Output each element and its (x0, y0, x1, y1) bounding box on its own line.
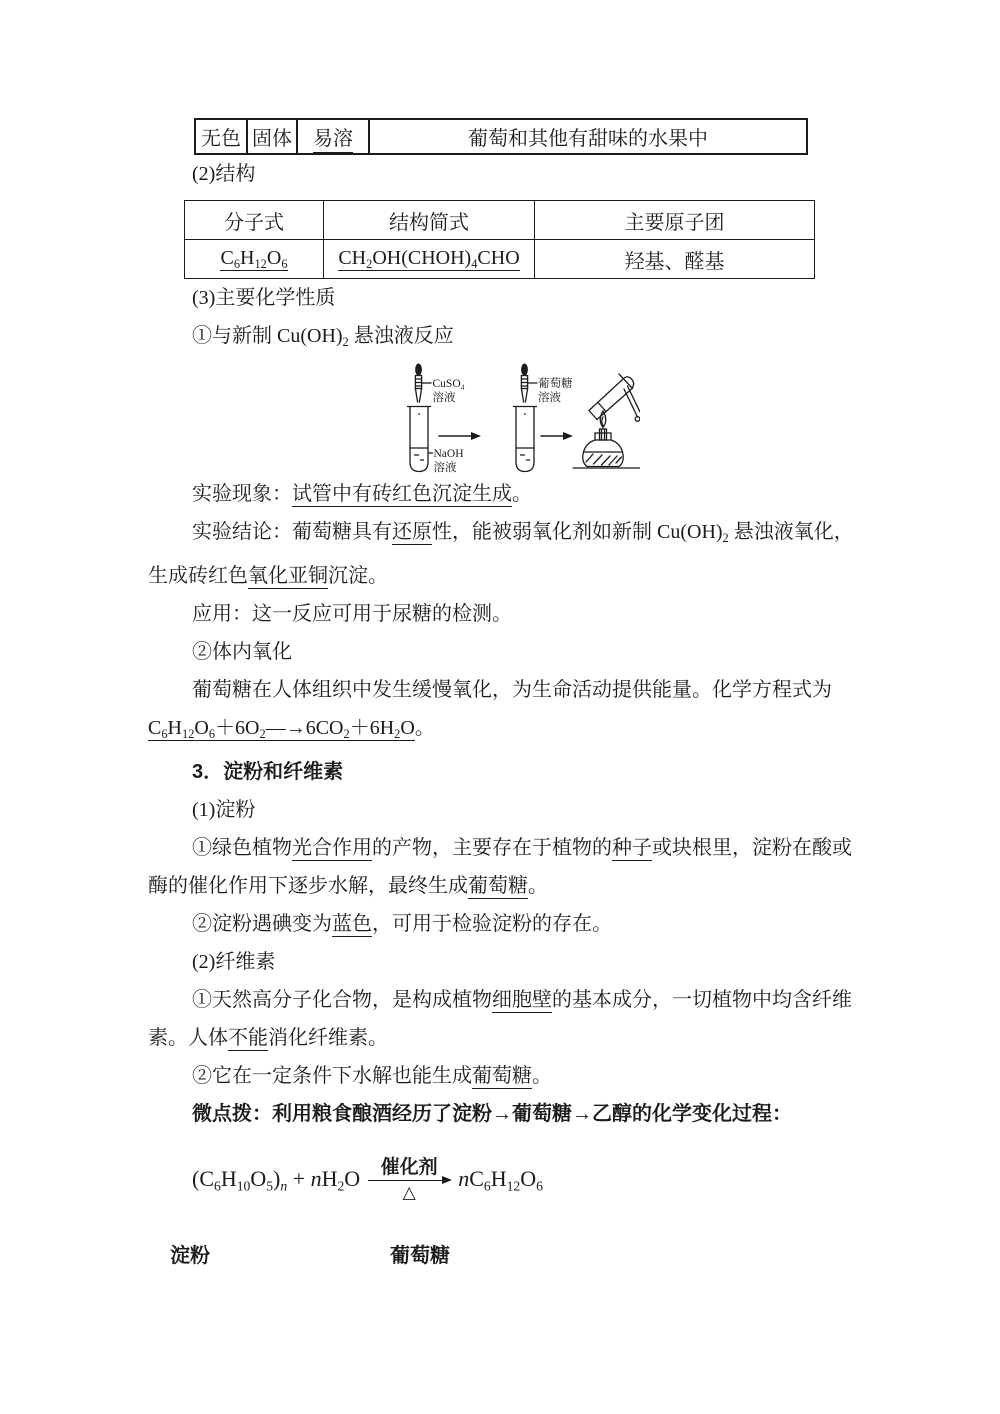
line-in-vivo-oxidation: 葡萄糖在人体组织中发生缓慢氧化，为生命活动提供能量。化学方程式为$C_6H_{12}O_6+6O_2―\to 6CO_2+6H_2O$。 (148, 678, 832, 741)
column-header-groups: 主要原子团 (535, 201, 815, 240)
heating-setup-icon (573, 374, 640, 468)
test-tube-2-icon (514, 406, 537, 471)
arrow-icon (541, 432, 573, 440)
cuso4-label: CuSO₄ (432, 377, 465, 390)
line-cellulose-2: ②它在一定条件下水解也能生成葡萄糖。 (148, 1057, 858, 1095)
solubility-table (194, 118, 808, 155)
cuso4-label-line2: 溶液 (432, 391, 456, 404)
heat-condition-label: △ (402, 1182, 416, 1202)
table-cell-groups: 羟基、醛基 (535, 240, 815, 279)
table-cell-state: 固体 (247, 119, 297, 154)
naoh-label: NaOH (433, 447, 464, 460)
line-iodine-test: ②淀粉遇碘变为蓝色，可用于检验淀粉的存在。 (148, 905, 858, 943)
table-cell-structural-formula: $CH_2OH(CHOH)_4CHO$ (324, 240, 535, 279)
table-row (185, 240, 815, 279)
equation-species-labels (148, 1239, 858, 1277)
table-cell-formula: $C_6H_{12}O_6$ (185, 240, 324, 279)
glucose-label-line2: 溶液 (538, 391, 561, 404)
column-header-structural-formula: 结构简式 (324, 201, 535, 240)
section-label-cellulose: (2)纤维素 (192, 950, 276, 973)
line-cuoh2-reaction: ①与新制 $Cu(OH)_2$ 悬浊液反应 (192, 325, 454, 349)
glucose-product-label: 葡萄糖 (390, 1244, 450, 1267)
line-in-vivo-oxidation-heading: ②体内氧化 (192, 640, 292, 663)
line-cellulose-1: ①天然高分子化合物，是构成植物细胞壁的基本成分，一切植物中均含纤维素。人体不能消化纤维素。 (148, 981, 858, 1057)
reaction-arrow-icon (368, 1180, 450, 1181)
tip-line: 微点拨：利用粮食酿酒经历了淀粉→葡萄糖→乙醇的化学变化过程： (192, 1102, 792, 1125)
equation-left: $(C_6H_{10}O_5)_n + nH_2O$ (192, 1165, 361, 1194)
column-header-formula: 分子式 (185, 201, 324, 240)
line-application: 应用：这一反应可用于尿糖的检测。 (192, 602, 512, 625)
line-experiment-conclusion: 实验结论：葡萄糖具有还原性，能被弱氧化剂如新制 $Cu(OH)_2$ 悬浊液氧化，生成砖红色氧化亚铜沉淀。 (148, 513, 858, 595)
test-tube-naoh-icon (408, 406, 431, 471)
line-experiment-phenomenon: 实验现象：试管中有砖红色沉淀生成。 (148, 475, 858, 513)
glucose-label: 葡萄糖 (538, 377, 573, 390)
line-photosynthesis: ①绿色植物光合作用的产物，主要存在于植物的种子或块根里，淀粉在酸或酶的催化作用下逐步水解，最终生成葡萄糖。 (148, 829, 858, 905)
table-cell-color: 无色 (195, 119, 247, 154)
reaction-arrow (368, 1157, 450, 1203)
section-label-chem-properties: (3)主要化学性质 (192, 287, 336, 309)
section-label-structure: (2)结构 (192, 163, 256, 185)
table-row (195, 119, 807, 154)
experiment-diagram-svg (405, 363, 640, 475)
structure-table (184, 200, 815, 279)
catalyst-label: 催化剂 (380, 1156, 438, 1178)
table-header-row (185, 201, 815, 240)
starch-label: 淀粉 (170, 1244, 210, 1267)
dropper-cuso4-icon (415, 363, 422, 402)
heading-starch-cellulose: 3．淀粉和纤维素 (192, 760, 344, 783)
experiment-diagram (405, 363, 858, 475)
equation-right: $nC_6H_{12}O_6$ (458, 1165, 543, 1194)
arrow-icon (439, 432, 481, 440)
section-label-starch: (1)淀粉 (192, 798, 256, 821)
table-cell-solubility: 易溶 (297, 119, 369, 154)
hydrolysis-equation (192, 1157, 858, 1203)
table-cell-occurrence: 葡萄和其他有甜味的水果中 (369, 119, 807, 154)
dropper-glucose-icon (521, 363, 528, 402)
naoh-label-line2: 溶液 (433, 461, 457, 474)
